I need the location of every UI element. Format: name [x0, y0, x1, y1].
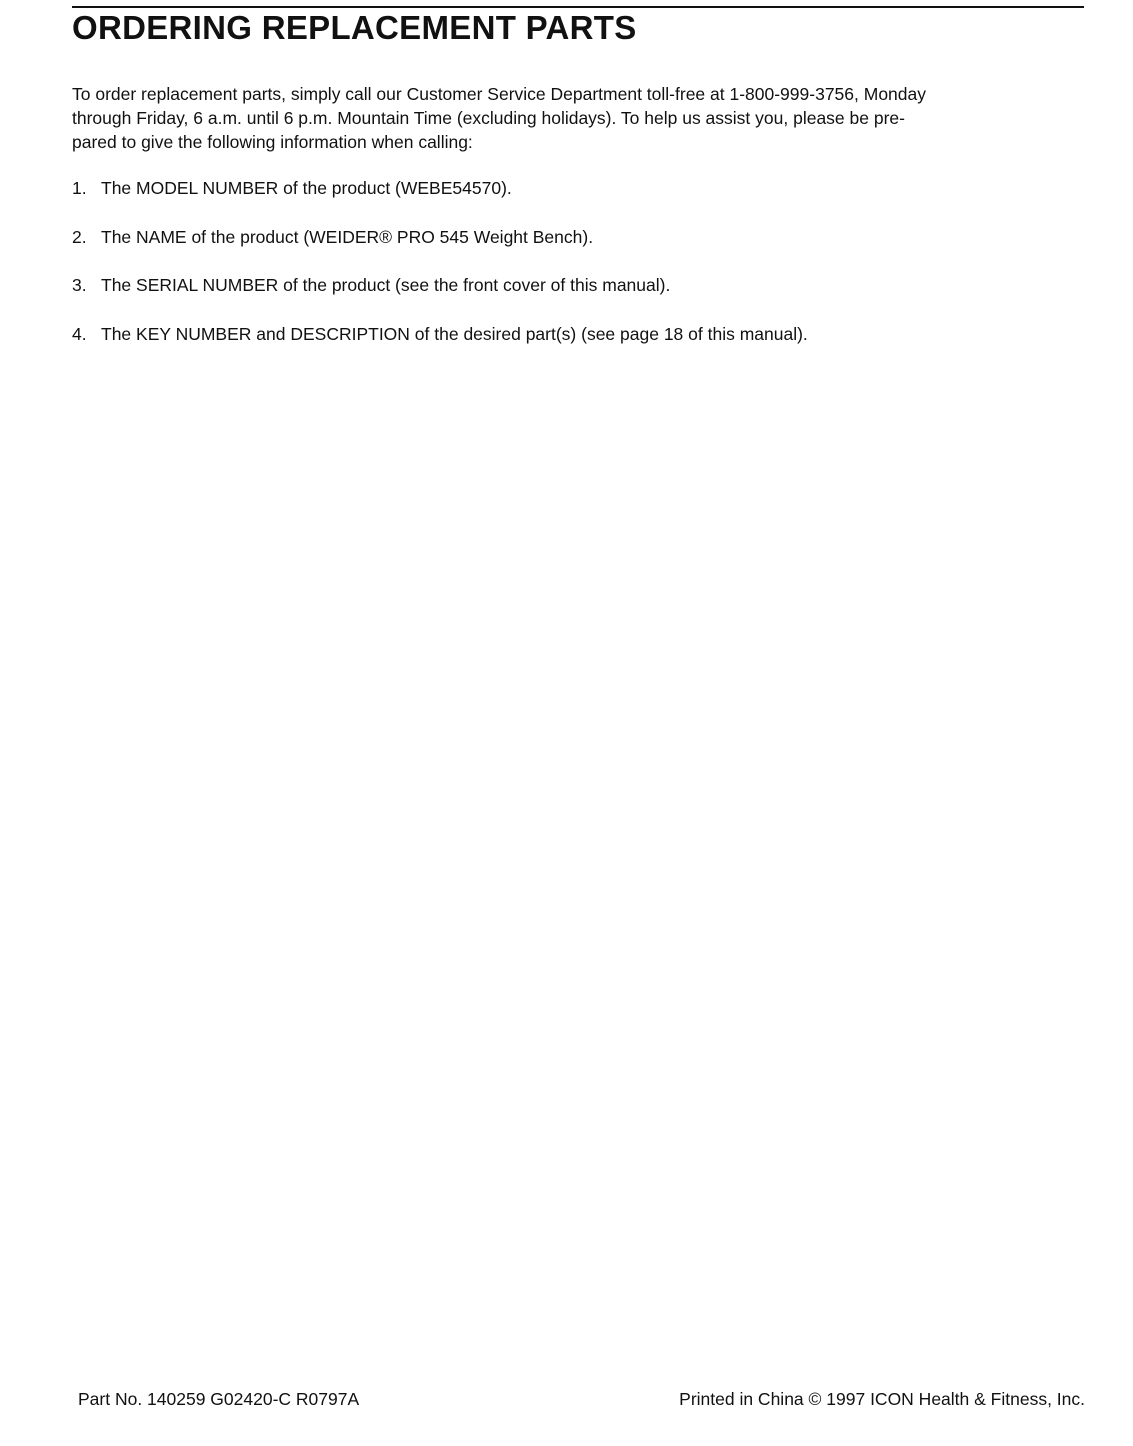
page-title: ORDERING REPLACEMENT PARTS	[72, 9, 637, 46]
top-rule	[72, 6, 1084, 8]
footer-printed-info: Printed in China © 1997 ICON Health & Fitness, Inc.	[679, 1389, 1085, 1409]
list-item-number: 3.	[72, 275, 87, 295]
intro-line: To order replacement parts, simply call our Customer Service Department toll-free at 1-800-999-3756, Monday	[72, 84, 926, 104]
info-list	[72, 177, 1072, 371]
list-item-number: 1.	[72, 178, 87, 198]
list-item-number: 2.	[72, 226, 87, 247]
list-item-text: The SERIAL NUMBER of the product (see the front cover of this manual).	[101, 275, 671, 295]
list-item-text: The KEY NUMBER and DESCRIPTION of the desired part(s) (see page 18 of this manual).	[101, 323, 808, 344]
list-item-text: The MODEL NUMBER of the product (WEBE54570).	[101, 178, 512, 198]
list-item-number: 4.	[72, 323, 87, 344]
list-item	[72, 274, 1072, 323]
intro-paragraph	[72, 82, 1072, 154]
intro-line: through Friday, 6 a.m. until 6 p.m. Mountain Time (excluding holidays). To help us assist you, please be pre-	[72, 108, 905, 128]
list-item	[72, 226, 1072, 275]
list-item	[72, 323, 1072, 372]
list-item	[72, 177, 1072, 226]
footer-part-number: Part No. 140259 G02420-C R0797A	[78, 1389, 360, 1409]
list-item-text: The NAME of the product (WEIDER® PRO 545 Weight Bench).	[101, 226, 594, 247]
intro-line: pared to give the following information when calling:	[72, 132, 473, 152]
